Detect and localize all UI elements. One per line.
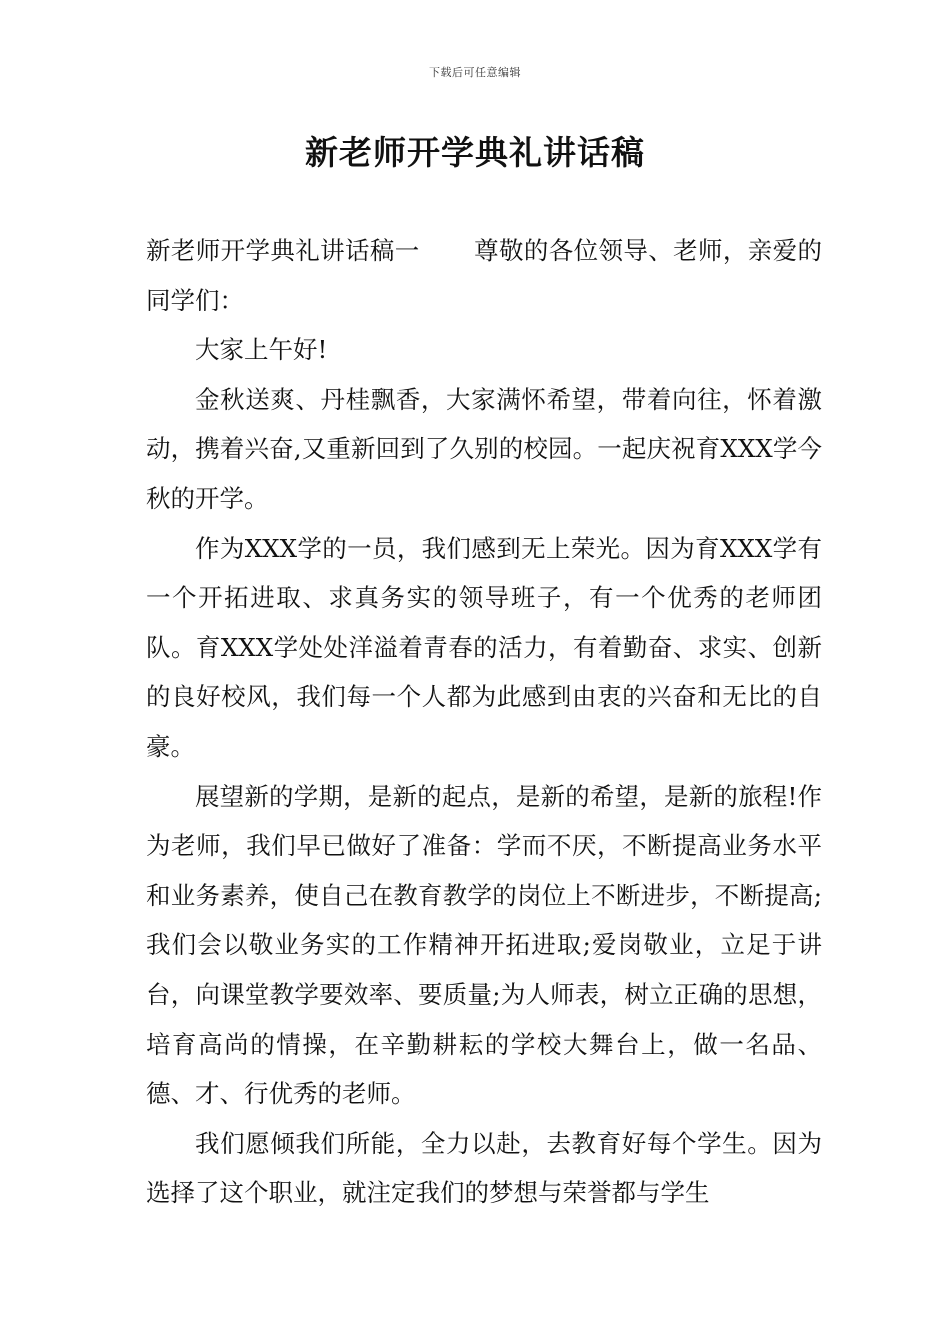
intro-paragraph <box>146 226 822 325</box>
paragraph-2: 作为XXX学的一员，我们感到无上荣光。因为育XXX学有一个开拓进取、求真务实的领导班子，有一个优秀的老师团队。育XXX学处处洋溢着青春的活力，有着勤奋、求实、创新的良好校风，我们每一个人都为此感到由衷的兴奋和无比的自豪。 <box>146 533 822 761</box>
paragraph-4: 我们愿倾我们所能，全力以赴，去教育好每个学生。因为选择了这个职业，就注定我们的梦想与荣誉都与学生 <box>146 1128 822 1208</box>
intro-text: 尊敬的各位领导、老师，亲爱的同学们： <box>146 236 823 315</box>
paragraph-3: 展望新的学期，是新的起点，是新的希望，是新的旅程!作为老师，我们早已做好了准备：学而不厌，不断提高业务水平和业务素养，使自己在教育教学的岗位上不断进步，不断提高;我们会以敬业务实的工作精神开拓进取;爱岗敬业，立足于讲台，向课堂教学要效率、要质量;为人师表，树立正确的思想，培育高尚的情操，在辛勤耕耘的学校大舞台上，做一名品、德、才、行优秀的老师。 <box>146 781 822 1109</box>
paragraph-greeting: 大家上午好! <box>195 335 328 365</box>
document-body <box>146 226 822 1218</box>
header-note: 下载后可任意编辑 <box>429 66 521 79</box>
paragraph-1: 金秋送爽、丹桂飘香，大家满怀希望，带着向往，怀着激动，携着兴奋,又重新回到了久别的校园。一起庆祝育XXX学今秋的开学。 <box>146 384 822 513</box>
document-title: 新老师开学典礼讲话稿 <box>305 133 645 172</box>
intro-label: 新老师开学典礼讲话稿一 <box>146 236 420 265</box>
